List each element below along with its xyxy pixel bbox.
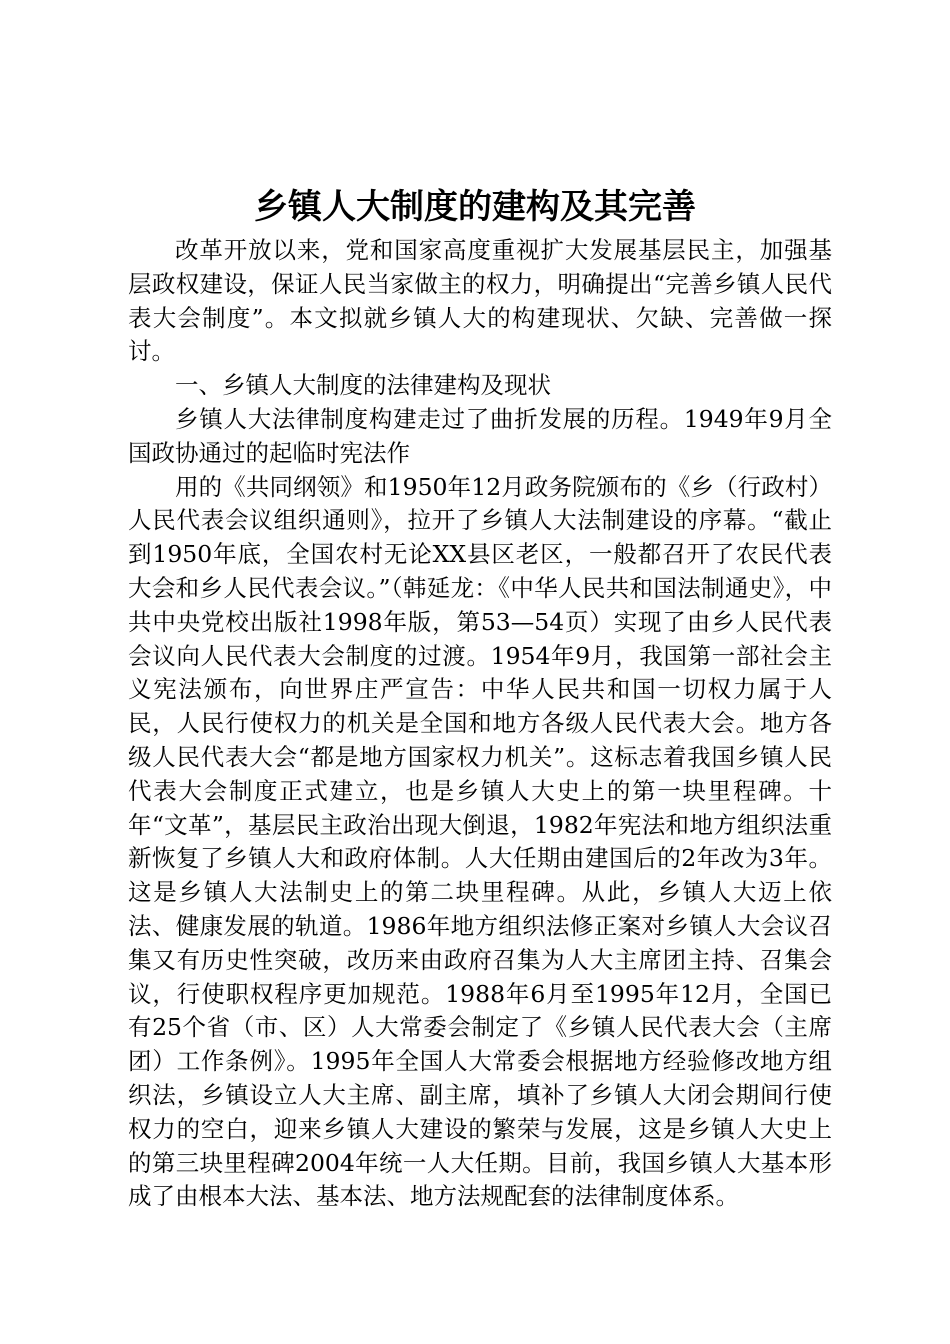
document-title: 乡镇人大制度的建构及其完善 (254, 187, 696, 227)
paragraph-intro: 改革开放以来，党和国家高度重视扩大发展基层民主，加强基层政权建设，保证人民当家做主的权力，明确提出“完善乡镇人民代表大会制度”。本文拟就乡镇人大的构建现状、欠缺、完善做一探讨。 (128, 236, 832, 366)
paragraph-history-main: 用的《共同纲领》和1950年12月政务院颁布的《乡（行政村）人民代表会议组织通则》，拉开了乡镇人大法制建设的序幕。“截止到1950年底，全国农村无论XX县区老区，一般都召开了农民代表大会和乡人民代表会议。”（韩延龙：《中华人民共和国法制通史》，中共中央党校出版社1998年版，第53—54页）实现了由乡人民代表会议向人民代表大会制度的过渡。1954年9月，我国第一部社会主义宪法颁布，向世界庄严宣告：中华人民共和国一切权力属于人民，人民行使权力的机关是全国和地方各级人民代表大会。地方各级人民代表大会“都是地方国家权力机关”。这标志着我国乡镇人民代表大会制度正式建立，也是乡镇人大史上的第一块里程碑。十年“文革”，基层民主政治出现大倒退，1982年宪法和地方组织法重新恢复了乡镇人大和政府体制。人大任期由建国后的2年改为3年。这是乡镇人大法制史上的第二块里程碑。从此，乡镇人大迈上依法、健康发展的轨道。1986年地方组织法修正案对乡镇人大会议召集又有历史性突破，改历来由政府召集为人大主席团主持、召集会议，行使职权程序更加规范。1988年6月至1995年12月，全国已有25个省（市、区）人大常委会制定了《乡镇人民代表大会（主席团）工作条例》。1995年全国人大常委会根据地方经验修改地方组织法，乡镇设立人大主席、副主席，填补了乡镇人大闭会期间行使权力的空白，迎来乡镇人大建设的繁荣与发展，这是乡镇人大史上的第三块里程碑2004年统一人大任期。目前，我国乡镇人大基本形成了由根本大法、基本法、地方法规配套的法律制度体系。 (128, 472, 832, 1211)
document-body (128, 234, 832, 1214)
section-heading: 一、乡镇人大制度的法律建构及现状 (175, 371, 551, 400)
paragraph-history-start: 乡镇人大法律制度构建走过了曲折发展的历程。1949年9月全国政协通过的起临时宪法作 (128, 404, 832, 467)
